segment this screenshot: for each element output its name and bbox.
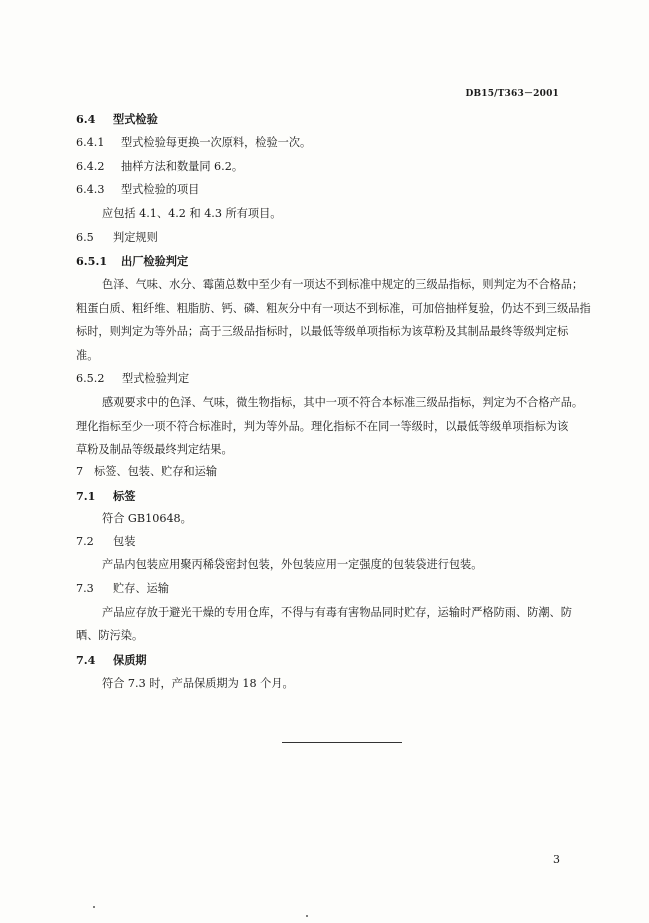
section-6-4-heading bbox=[76, 112, 158, 126]
section-number: 7.4 bbox=[76, 653, 96, 667]
section-7-1-body: 符合 GB10648。 bbox=[102, 512, 192, 525]
section-7-2-body: 产品内包装应用聚丙稀袋密封包装，外包装应用一定强度的包装袋进行包装。 bbox=[102, 558, 483, 571]
clause-6-5-1-line-3: 标时，则判定为等外品；高于三级品指标时，以最低等级单项指标为该草粉及其制品最终等级判定标 bbox=[76, 325, 569, 338]
clause-number: 6.4.1 bbox=[76, 136, 105, 149]
clause-text: 抽样方法和数量同 6.2。 bbox=[121, 160, 244, 173]
section-7-3-line-1: 产品应存放于避光干燥的专用仓库，不得与有毒有害物品同时贮存，运输时严格防雨、防潮、防 bbox=[102, 606, 572, 619]
clause-6-5-1-line-2: 粗蛋白质、粗纤维、粗脂肪、钙、磷、粗灰分中有一项达不到标准，可加倍抽样复验，仍达不到三级品指 bbox=[76, 302, 591, 315]
section-title: 型式检验 bbox=[113, 112, 158, 126]
section-number: 7.1 bbox=[76, 489, 96, 503]
section-number: 7 bbox=[76, 465, 84, 478]
clause-6-5-2-line-2: 理化指标至少一项不符合标准时，判为等外品。理化指标不在同一等级时，以最低等级单项指标为该 bbox=[76, 420, 569, 433]
clause-6-4-1 bbox=[76, 136, 311, 150]
clause-6-5-1-heading bbox=[76, 254, 188, 268]
clause-number: 6.5.2 bbox=[76, 372, 105, 385]
clause-6-4-2 bbox=[76, 160, 243, 174]
clause-6-5-2-line-3: 草粉及制品等级最终判定结果。 bbox=[76, 443, 233, 456]
clause-title: 型式检验的项目 bbox=[121, 183, 200, 196]
section-title: 标签 bbox=[113, 489, 136, 503]
clause-title: 出厂检验判定 bbox=[121, 254, 189, 268]
clause-6-5-1-line-4: 准。 bbox=[76, 349, 99, 362]
clause-title: 型式检验判定 bbox=[122, 372, 190, 385]
scan-speck bbox=[306, 915, 308, 917]
clause-number: 6.5.1 bbox=[76, 254, 108, 268]
section-7-1-heading bbox=[76, 489, 135, 503]
page-number: 3 bbox=[553, 853, 560, 866]
section-number: 7.2 bbox=[76, 535, 94, 548]
section-title: 贮存、运输 bbox=[113, 582, 169, 595]
scan-speck bbox=[93, 906, 95, 908]
section-7-4-heading bbox=[76, 653, 147, 667]
section-title: 包装 bbox=[113, 535, 136, 548]
section-number: 6.4 bbox=[76, 112, 96, 126]
clause-6-5-2-heading bbox=[76, 372, 189, 386]
end-of-text-rule bbox=[282, 742, 402, 743]
clause-6-4-3-body: 应包括 4.1、4.2 和 4.3 所有项目。 bbox=[102, 207, 282, 220]
section-7-3-line-2: 晒、防污染。 bbox=[76, 629, 144, 642]
clause-number: 6.4.3 bbox=[76, 183, 105, 196]
clause-6-5-1-line-1: 色泽、气味、水分、霉菌总数中至少有一项达不到标准中规定的三级品指标，则判定为不合格品； bbox=[102, 278, 584, 291]
section-title: 保质期 bbox=[113, 653, 147, 667]
clause-text: 型式检验每更换一次原料，检验一次。 bbox=[121, 136, 312, 149]
section-title: 判定规则 bbox=[113, 231, 158, 244]
section-6-5-heading bbox=[76, 231, 158, 245]
clause-6-5-2-line-1: 感观要求中的色泽、气味，微生物指标，其中一项不符合本标准三级品指标，判定为不合格产品。 bbox=[102, 396, 584, 409]
standard-code: DB15/T363－2001 bbox=[465, 89, 559, 99]
clause-6-4-3-heading bbox=[76, 183, 199, 197]
section-number: 6.5 bbox=[76, 231, 94, 244]
clause-number: 6.4.2 bbox=[76, 160, 105, 173]
section-7-3-heading bbox=[76, 582, 169, 596]
section-7-heading bbox=[76, 465, 217, 479]
section-7-2-heading bbox=[76, 535, 135, 549]
section-7-4-body: 符合 7.3 时，产品保质期为 18 个月。 bbox=[102, 677, 294, 690]
section-title: 标签、包装、贮存和运输 bbox=[94, 465, 218, 478]
section-number: 7.3 bbox=[76, 582, 94, 595]
